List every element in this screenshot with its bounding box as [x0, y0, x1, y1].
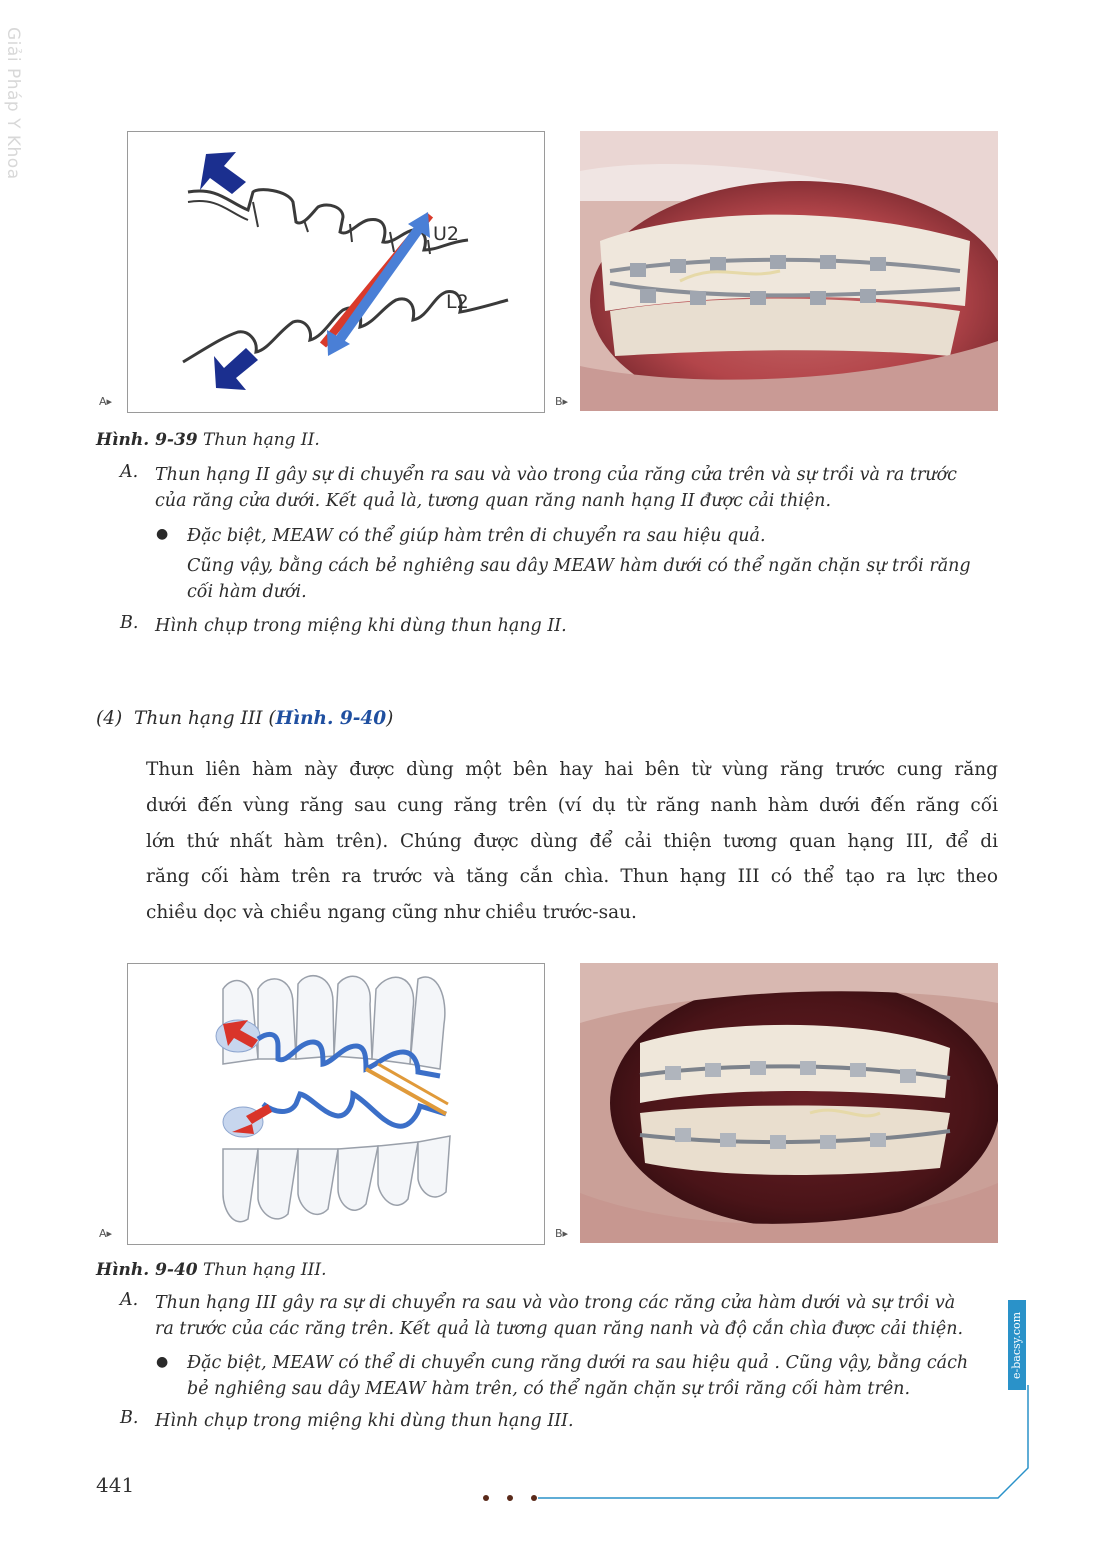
side-watermark: Giải Pháp Y Khoa [3, 27, 23, 180]
fig2-item-a-line-2: ra trước của các răng trên. Kết quả là tương quan răng nanh và độ cắn chìa được cải thiện. [155, 1319, 964, 1339]
figure-9-40-caption-title: Hình. 9-40 [96, 1260, 198, 1280]
l2-label: L2 [446, 291, 469, 313]
figure-9-40-diagram [127, 963, 545, 1245]
figure-9-40-panel-a-label: A▸ [99, 1227, 113, 1240]
figure-9-40-panel-b-label: B▸ [555, 1227, 569, 1240]
section-title: Thun hạng III ( [133, 708, 276, 729]
figure-9-39-diagram [127, 131, 545, 413]
section-number: (4) [96, 708, 123, 729]
paragraph-line-1: Thun liên hàm này được dùng một bên hay hai bên từ vùng răng trước cung răng [146, 759, 998, 780]
figure-9-39-caption-rest: Thun hạng II. [197, 430, 320, 450]
fig1-item-a-letter: A. [120, 462, 139, 482]
page-number: 441 [96, 1473, 135, 1497]
footer-decoration [470, 1385, 1036, 1515]
fig1-item-a-line-1: Thun hạng II gây sự di chuyển ra sau và vào trong của răng cửa trên và sự trồi và ra trước [155, 465, 957, 485]
fig1-bullet-dot: ● [156, 526, 169, 542]
fig2-bullet-dot: ● [156, 1354, 169, 1370]
figure-9-40-caption [96, 1257, 327, 1283]
figure-9-39-panel-a-label: A▸ [99, 395, 113, 408]
fig1-item-b-text: Hình chụp trong miệng khi dùng thun hạng II. [155, 616, 567, 636]
fig2-item-a-letter: A. [120, 1290, 139, 1310]
paragraph-line-2: dưới đến vùng răng sau cung răng trên (ví dụ từ răng nanh hàm dưới đến răng cối [146, 795, 998, 816]
fig1-item-b-letter: B. [120, 613, 139, 633]
section-figure-ref[interactable]: Hình. 9-40 [275, 708, 387, 729]
paragraph-line-5: chiều dọc và chiều ngang cũng như chiều trước-sau. [146, 902, 637, 923]
u2-label: U2 [433, 223, 459, 245]
fig1-item-a-line-2: của răng cửa dưới. Kết quả là, tương quan răng nanh hạng II được cải thiện. [155, 491, 832, 511]
figure-9-40-caption-rest: Thun hạng III. [197, 1260, 327, 1280]
figure-9-39-photo [580, 131, 998, 411]
class-ii-elastic-diagram [128, 132, 544, 412]
figure-9-39-caption [96, 427, 320, 453]
fig2-bullet-line-1: Đặc biệt, MEAW có thể di chuyển cung răng dưới ra sau hiệu quả . Cũng vậy, bằng cách [187, 1353, 969, 1373]
paragraph-line-3: lớn thứ nhất hàm trên). Chúng được dùng để cải thiện tương quan hạng III, để di [146, 831, 998, 852]
fig1-bullet-line-3: cối hàm dưới. [187, 582, 307, 602]
figure-9-39-caption-title: Hình. 9-39 [96, 430, 198, 450]
figure-9-40-photo [580, 963, 998, 1243]
fig2-item-b-letter: B. [120, 1408, 139, 1428]
section-heading: (4) Thun hạng III (Hình. 9-40) [96, 708, 394, 729]
fig2-item-a-line-1: Thun hạng III gây ra sự di chuyển ra sau và vào trong các răng cửa hàm dưới và sự trồi và [155, 1293, 956, 1313]
side-brand-tab: e-bacsy.com [1008, 1300, 1026, 1390]
fig1-bullet-line-2: Cũng vậy, bằng cách bẻ nghiêng sau dây MEAW hàm dưới có thể ngăn chặn sự trồi răng [187, 556, 971, 576]
figure-9-39-panel-b-label: B▸ [555, 395, 569, 408]
class-iii-elastic-diagram [128, 964, 544, 1244]
paragraph-line-4: răng cối hàm trên ra trước và tăng cắn chìa. Thun hạng III có thể tạo ra lực theo [146, 866, 998, 887]
fig2-item-b-text: Hình chụp trong miệng khi dùng thun hạng III. [155, 1411, 574, 1431]
fig1-bullet-line-1: Đặc biệt, MEAW có thể giúp hàm trên di chuyển ra sau hiệu quả. [187, 526, 766, 546]
fig2-bullet-line-2: bẻ nghiêng sau dây MEAW hàm trên, có thể ngăn chặn sự trồi răng cối hàm trên. [187, 1379, 911, 1399]
